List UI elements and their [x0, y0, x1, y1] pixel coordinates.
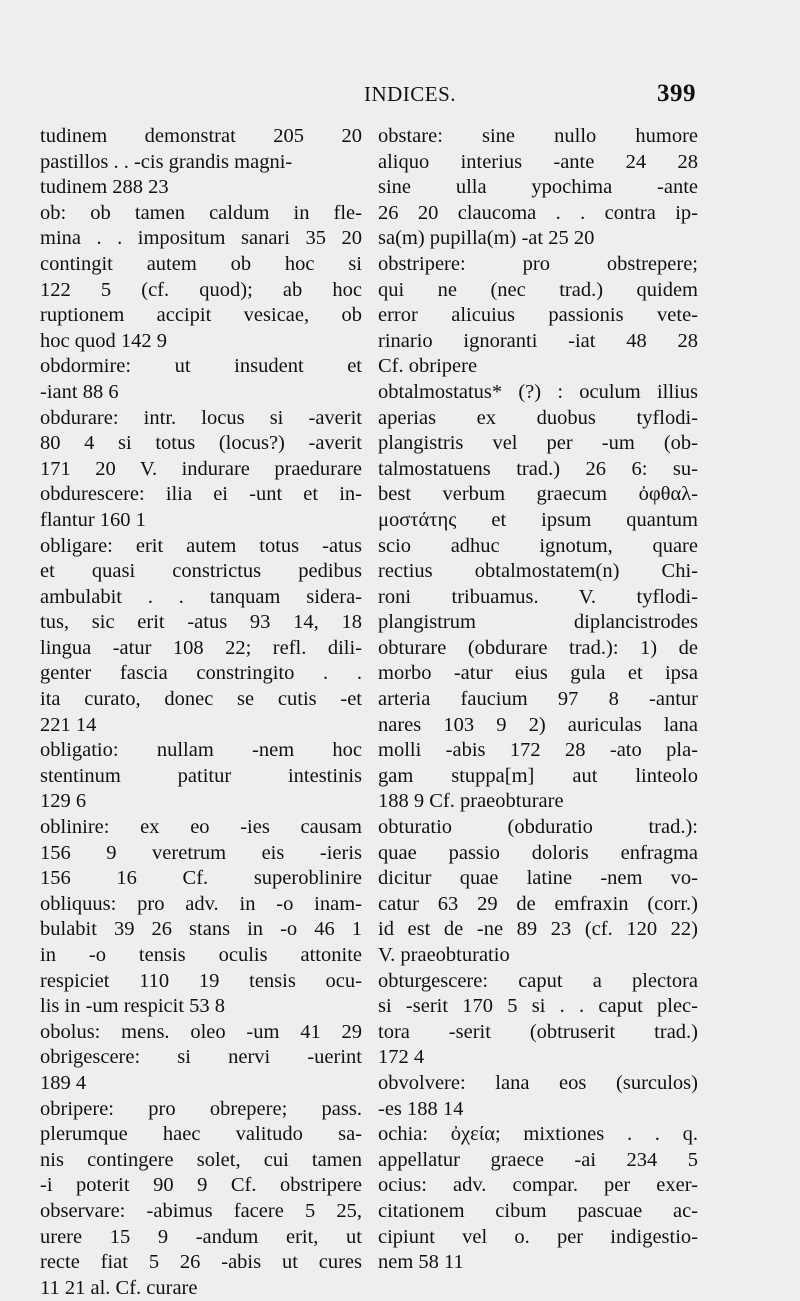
index-line: gam stuppa[m] aut linteolo	[378, 764, 698, 787]
index-line: 80 4 si totus (locus?) -averit	[40, 432, 362, 455]
index-line: nis contingere solet, cui tamen	[40, 1148, 362, 1171]
index-line: catur 63 29 de emfraxin (corr.)	[378, 892, 698, 915]
index-line: obstare: sine nullo humore	[378, 125, 698, 147]
index-line: obturare (obdurare trad.): 1) de	[378, 636, 698, 659]
index-line: roni tribuamus. V. tyflodi-	[378, 585, 698, 608]
index-line: in -o tensis oculis attonite	[40, 944, 362, 966]
index-line: id est de -ne 89 23 (cf. 120 22)	[378, 918, 698, 941]
index-line: rectius obtalmostatem(n) Chi-	[378, 560, 698, 583]
index-line: lis in -um respicit 53 8	[40, 995, 226, 1018]
index-line: obvolvere: lana eos (surculos)	[378, 1071, 698, 1094]
index-line: oblinire: ex eo -ies causam	[40, 816, 362, 839]
index-line: hoc quod 142 9	[40, 329, 167, 352]
index-line: contingit autem ob hoc si	[40, 252, 362, 275]
index-line: flantur 160 1	[40, 508, 146, 531]
index-line: ob: ob tamen caldum in fle-	[40, 201, 362, 224]
index-line: ocius: adv. compar. per exer-	[378, 1174, 698, 1197]
index-line: best verbum graecum ὀφθαλ-	[378, 483, 698, 506]
index-line: Cf. obripere	[378, 355, 478, 378]
index-line: V. praeobturatio	[378, 944, 510, 966]
index-line: obdormire: ut insudent et	[40, 355, 362, 378]
index-line: ochia: ὀχεία; mixtiones . . q.	[378, 1123, 698, 1146]
index-line: obdurare: intr. locus si -averit	[40, 406, 362, 429]
index-line: mina . . impositum sanari 35 20	[40, 227, 362, 250]
index-line: nares 103 9 2) auriculas lana	[378, 713, 698, 736]
index-line: citationem cibum pascuae ac-	[378, 1199, 698, 1222]
index-line: rinario ignoranti -iat 48 28	[378, 329, 698, 352]
index-line: obstripere: pro obstrepere;	[378, 252, 698, 275]
index-line: recte fiat 5 26 -abis ut cures	[40, 1251, 362, 1274]
index-line: observare: -abimus facere 5 25,	[40, 1199, 362, 1222]
index-line: aperias ex duobus tyflodi-	[378, 406, 698, 429]
index-line: obtalmostatus* (?) : oculum illius	[378, 380, 698, 403]
index-line: -iant 88 6	[40, 380, 119, 403]
index-line: obrigescere: si nervi -uerint	[40, 1046, 362, 1069]
index-line: 129 6	[40, 790, 87, 813]
index-line: plangistrum diplancistrodes	[378, 611, 698, 634]
index-line: sa(m) pupilla(m) -at 25 20	[378, 227, 595, 250]
index-line: 26 20 claucoma . . contra ip-	[378, 201, 698, 224]
index-line: obligatio: nullam -nem hoc	[40, 739, 362, 762]
index-line: urere 15 9 -andum erit, ut	[40, 1225, 362, 1248]
index-line: nem 58 11	[378, 1251, 464, 1274]
index-line: si -serit 170 5 si . . caput plec-	[378, 995, 698, 1018]
index-line: tus, sic erit -atus 93 14, 18	[40, 611, 362, 634]
index-line: plerumque haec valitudo sa-	[40, 1123, 362, 1146]
index-line: error alicuius passionis vete-	[378, 304, 698, 327]
index-line: obturgescere: caput a plectora	[378, 969, 698, 992]
index-line: tudinem 288 23	[40, 176, 169, 199]
index-line: et quasi constrictus pedibus	[40, 560, 362, 583]
index-line: -es 188 14	[378, 1097, 464, 1120]
index-column-left	[40, 124, 362, 1301]
index-line: obturatio (obduratio trad.):	[378, 816, 698, 839]
index-line: 156 9 veretrum eis -ieris	[40, 841, 362, 864]
index-line: 11 21 al. Cf. curare	[40, 1276, 198, 1299]
index-line: arteria faucium 97 8 -antur	[378, 688, 698, 711]
index-line: -i poterit 90 9 Cf. obstripere	[40, 1174, 362, 1197]
index-line: lingua -atur 108 22; refl. dili-	[40, 636, 362, 659]
index-line: 172 4	[378, 1046, 425, 1069]
index-line: genter fascia constringito . .	[40, 662, 362, 685]
index-column-right	[378, 124, 698, 1276]
index-line: obligare: erit autem totus -atus	[40, 534, 362, 557]
index-line: obdurescere: ilia ei -unt et in-	[40, 483, 362, 506]
index-line: 189 4	[40, 1071, 87, 1094]
index-line: 188 9 Cf. praeobturare	[378, 790, 564, 813]
index-line: cipiunt vel o. per indigestio-	[378, 1225, 698, 1248]
index-line: ambulabit . . tanquam sidera-	[40, 585, 362, 608]
index-line: quae passio doloris enfragma	[378, 841, 698, 864]
index-line: tudinem demonstrat 205 20	[40, 125, 362, 147]
index-line: 156 16 Cf. superoblinire	[40, 867, 362, 890]
index-line: tora -serit (obtruserit trad.)	[378, 1020, 698, 1043]
index-line: molli -abis 172 28 -ato pla-	[378, 739, 698, 762]
index-line: bulabit 39 26 stans in -o 46 1	[40, 918, 362, 941]
index-line: 221 14	[40, 713, 97, 736]
index-line: obripere: pro obrepere; pass.	[40, 1097, 362, 1120]
index-line: appellatur graece -ai 234 5	[378, 1148, 698, 1171]
index-line: ruptionem accipit vesicae, ob	[40, 304, 362, 327]
page-number: 399	[657, 80, 696, 107]
running-header-title: INDICES.	[363, 82, 457, 106]
index-line: pastillos . . -cis grandis magni-	[40, 150, 293, 173]
index-line: 122 5 (cf. quod); ab hoc	[40, 278, 362, 301]
index-line: sine ulla ypochima -ante	[378, 176, 698, 199]
index-line: plangistris vel per -um (ob-	[378, 432, 698, 455]
index-line: morbo -atur eius gula et ipsa	[378, 662, 698, 685]
index-line: obliquus: pro adv. in -o inam-	[40, 892, 362, 915]
index-line: stentinum patitur intestinis	[40, 764, 362, 787]
index-line: respiciet 110 19 tensis ocu-	[40, 969, 362, 992]
index-line: scio adhuc ignotum, quare	[378, 534, 698, 557]
index-line: μοστάτης et ipsum quantum	[378, 508, 698, 531]
index-line: dicitur quae latine -nem vo-	[378, 867, 698, 890]
index-line: 171 20 V. indurare praedurare	[40, 457, 362, 480]
index-line: talmostatuens trad.) 26 6: su-	[378, 457, 698, 480]
index-line: ita curato, donec se cutis -et	[40, 688, 362, 711]
index-line: obolus: mens. oleo -um 41 29	[40, 1020, 362, 1043]
index-line: aliquo interius -ante 24 28	[378, 150, 698, 173]
index-line: qui ne (nec trad.) quidem	[378, 278, 698, 301]
